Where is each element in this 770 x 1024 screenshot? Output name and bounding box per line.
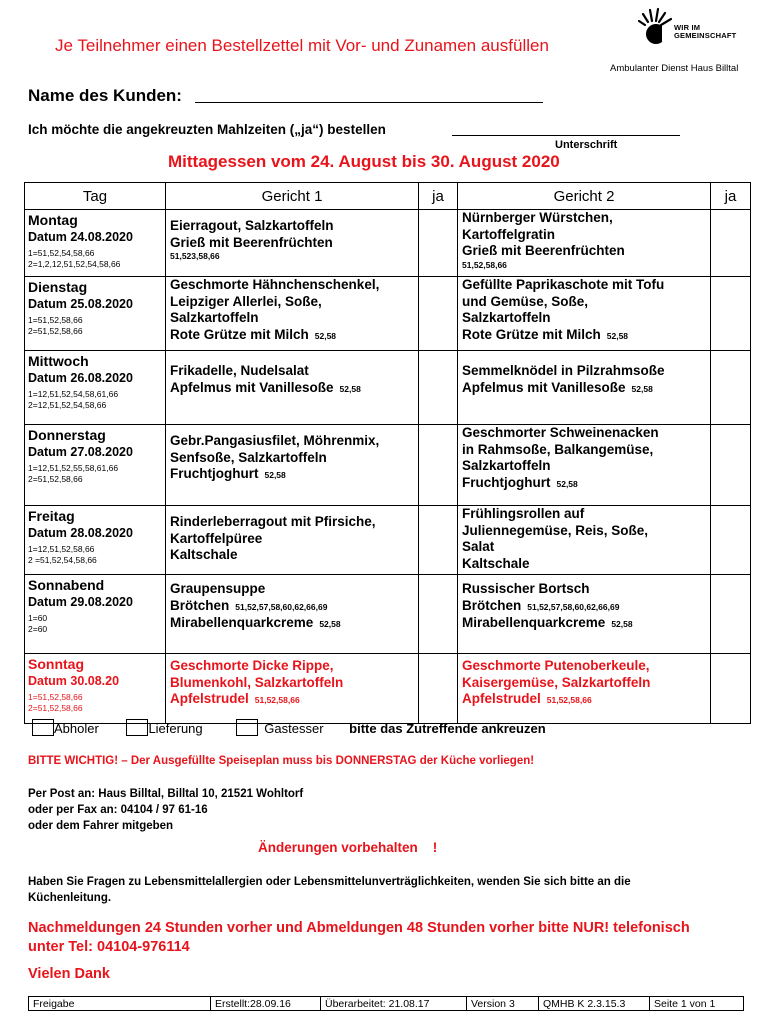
- day-date: Datum 26.08.2020: [28, 371, 133, 385]
- dish-2-yes-checkbox[interactable]: [711, 575, 751, 654]
- driver-note: oder dem Fahrer mitgeben: [28, 820, 174, 832]
- dish-1-yes-checkbox[interactable]: [419, 277, 458, 351]
- dish-item: Fruchtjoghurt: [170, 466, 259, 481]
- day-date: Datum 29.08.2020: [28, 595, 133, 609]
- dish-1-yes-checkbox[interactable]: [419, 351, 458, 425]
- dish-line: in Rahmsoße, Balkangemüse,: [462, 441, 654, 457]
- header-dish-1: Gericht 1: [166, 183, 419, 210]
- allergen-codes: 52,58: [611, 619, 633, 629]
- dish-2-cell: [458, 506, 711, 575]
- important-note: BITTE WICHTIG! – Der Ausgefüllte Speiseplan muss bis DONNERSTAG der Küche vorliegen!: [28, 755, 535, 767]
- dish-item: Rote Grütze mit Milch: [462, 326, 601, 342]
- dish-2-cell: [458, 351, 711, 425]
- day-name: Dienstag: [28, 279, 88, 295]
- dish-line: Senfsoße, Salzkartoffeln: [170, 449, 327, 465]
- dish-1-yes-checkbox[interactable]: [419, 654, 458, 724]
- dish-line: und Gemüse, Soße,: [462, 293, 589, 309]
- changes-reserved: Änderungen vorbehalten !: [258, 840, 438, 855]
- pickup-checkbox[interactable]: [32, 719, 54, 736]
- day-cell: [25, 575, 166, 654]
- dish-line: Leipziger Allerlei, Soße,: [170, 293, 322, 309]
- dish-line: Geschmorte Putenoberkeule,: [462, 658, 650, 673]
- dish-line: Kartoffelpüree: [170, 530, 263, 546]
- day-codes-2: 2=51,52,58,66: [28, 326, 83, 336]
- day-codes-2: 2=12,51,52,54,58,66: [28, 400, 107, 410]
- dish-line: Rinderleberragout mit Pfirsiche,: [170, 514, 376, 529]
- allergen-codes: 51,52,58,66: [462, 259, 507, 270]
- dish-1-yes-checkbox[interactable]: [419, 210, 458, 277]
- instruction-text: Je Teilnehmer einen Bestellzettel mit Vor- und Zunamen ausfüllen: [55, 36, 549, 55]
- footer-revised: Überarbeitet: 21.08.17: [321, 997, 467, 1011]
- dish-2-yes-checkbox[interactable]: [711, 506, 751, 575]
- dish-line: [170, 327, 414, 345]
- dish-item: Apfelmus mit Vanillesoße: [462, 379, 626, 395]
- day-date: Datum 24.08.2020: [28, 230, 133, 244]
- dish-line: [170, 598, 414, 616]
- dish-line: [462, 691, 706, 709]
- dish-2-cell: [458, 425, 711, 506]
- dish-line: Juliennegemüse, Reis, Soße,: [462, 522, 649, 538]
- dish-line: Geschmorte Dicke Rippe,: [170, 658, 334, 673]
- dish-line: [462, 475, 706, 493]
- dish-line: Kaltschale: [462, 555, 530, 571]
- day-codes-2: 2=1,2,12,51,52,54,58,66: [28, 259, 121, 269]
- day-codes-1: 1=12,51,52,55,58,61,66: [28, 463, 119, 473]
- dish-line: Salat: [462, 539, 495, 554]
- header-yes-1: ja: [419, 183, 458, 210]
- delivery-options: [32, 719, 546, 736]
- day-date: Datum 30.08.20: [28, 674, 120, 688]
- day-codes-2: 2=51,52,58,66: [28, 474, 83, 484]
- dish-1-cell: [166, 277, 419, 351]
- dish-line: Graupensuppe: [170, 581, 266, 596]
- dish-line: Salzkartoffeln: [462, 310, 551, 325]
- dish-line: Frikadelle, Nudelsalat: [170, 363, 309, 378]
- header-day: Tag: [25, 183, 166, 210]
- footer-release: Freigabe: [29, 997, 211, 1011]
- menu-title: Mittagessen vom 24. August bis 30. August 2020: [168, 152, 560, 171]
- dish-1-cell: [166, 210, 419, 277]
- dish-item: Fruchtjoghurt: [462, 474, 551, 490]
- fax-number: oder per Fax an: 04104 / 97 61-16: [28, 804, 208, 816]
- allergen-codes: 52,58: [314, 330, 337, 341]
- dish-2-yes-checkbox[interactable]: [711, 351, 751, 425]
- guest-checkbox[interactable]: [236, 719, 258, 736]
- document-footer: [28, 996, 744, 1011]
- dish-2-cell: [458, 210, 711, 277]
- allergy-note: [28, 874, 631, 906]
- dish-line: Grieß mit Beerenfrüchten: [462, 243, 625, 258]
- dish-line: Eierragout, Salzkartoffeln: [170, 218, 334, 233]
- day-codes-1: 1=60: [28, 613, 48, 623]
- dish-line: Kaltschale: [170, 547, 238, 562]
- dish-line: Blumenkohl, Salzkartoffeln: [170, 674, 344, 690]
- contact-info: [28, 786, 303, 834]
- pickup-label: Abholer: [54, 721, 99, 736]
- day-codes-2: 2=51,52,58,66: [28, 703, 83, 713]
- dish-item: Rote Grütze mit Milch: [170, 326, 309, 342]
- day-date: Datum 27.08.2020: [28, 445, 133, 459]
- dish-2-yes-checkbox[interactable]: [711, 654, 751, 724]
- dish-line: [462, 598, 706, 616]
- menu-row: [25, 210, 751, 277]
- menu-row: [25, 351, 751, 425]
- dish-line: Grieß mit Beerenfrüchten: [170, 234, 333, 250]
- dish-line: Kartoffelgratin: [462, 226, 556, 242]
- dish-line: Geschmorter Schweinenacken: [462, 425, 659, 440]
- day-cell: [25, 506, 166, 575]
- registration-note: [28, 919, 690, 957]
- dish-1-cell: [166, 425, 419, 506]
- day-cell: [25, 654, 166, 724]
- dish-2-yes-checkbox[interactable]: [711, 277, 751, 351]
- day-name: Montag: [28, 212, 78, 228]
- dish-1-yes-checkbox[interactable]: [419, 506, 458, 575]
- registration-line-2: unter Tel: 04104-976114: [28, 939, 190, 955]
- dish-1-cell: [166, 351, 419, 425]
- dish-2-yes-checkbox[interactable]: [711, 425, 751, 506]
- menu-row: [25, 575, 751, 654]
- dish-1-cell: [166, 575, 419, 654]
- dish-1-cell: [166, 506, 419, 575]
- order-statement: Ich möchte die angekreuzten Mahlzeiten („ja“) bestellen: [28, 122, 386, 137]
- footer-version: Version 3: [467, 997, 539, 1011]
- dish-line: [462, 380, 706, 398]
- day-date: Datum 28.08.2020: [28, 526, 133, 540]
- logo-line-2: GEMEINSCHAFT: [674, 31, 737, 40]
- post-address: Per Post an: Haus Billtal, Billtal 10, 21521 Wohltorf: [28, 788, 304, 800]
- day-codes-1: 1=12,51,52,58,66: [28, 544, 95, 554]
- customer-name-field[interactable]: [195, 102, 543, 103]
- dish-line: [170, 466, 414, 484]
- customer-name-label: Name des Kunden:: [28, 86, 182, 105]
- day-name: Sonntag: [28, 656, 84, 672]
- header-dish-2: Gericht 2: [458, 183, 711, 210]
- allergen-codes: 52,58: [264, 470, 286, 480]
- allergy-line-1: Haben Sie Fragen zu Lebensmittelallergien oder Lebensmittelunverträglichkeiten, wenden Sie sich bitte an die: [28, 876, 631, 888]
- dish-1-yes-checkbox[interactable]: [419, 575, 458, 654]
- day-codes-1: 1=51,52,58,66: [28, 692, 83, 702]
- logo-text: [674, 24, 736, 40]
- day-codes-2: 2 =51,52,54,58,66: [28, 555, 97, 565]
- allergen-codes: 51,52,57,58,60,62,66,69: [235, 601, 328, 612]
- day-codes-1: 1=12,51,52,54,58,61,66: [28, 389, 119, 399]
- dish-line: Russischer Bortsch: [462, 581, 590, 596]
- dish-2-cell: [458, 277, 711, 351]
- day-name: Freitag: [28, 508, 75, 524]
- allergy-line-2: Küchenleitung.: [28, 892, 112, 904]
- menu-row: [25, 654, 751, 724]
- menu-header-row: [25, 183, 751, 210]
- day-cell: [25, 277, 166, 351]
- dish-line: [462, 615, 706, 633]
- day-codes-2: 2=60: [28, 624, 48, 634]
- dish-1-yes-checkbox[interactable]: [419, 425, 458, 506]
- day-cell: [25, 351, 166, 425]
- allergen-codes: 51,52,57,58,60,62,66,69: [527, 601, 620, 612]
- header-yes-2: ja: [711, 183, 751, 210]
- day-codes-1: 1=51,52,58,66: [28, 315, 83, 325]
- footer-doc-id: QMHB K 2.3.15.3: [539, 997, 650, 1011]
- day-cell: [25, 210, 166, 277]
- dish-item: Apfelmus mit Vanillesoße: [170, 379, 334, 395]
- dish-line: [462, 327, 706, 345]
- allergen-codes: 51,52,58,66: [254, 695, 300, 705]
- options-note: bitte das Zutreffende ankreuzen: [349, 721, 546, 736]
- allergen-codes: 51,52,58,66: [546, 695, 592, 705]
- delivery-checkbox[interactable]: [126, 719, 148, 736]
- dish-item: Mirabellenquarkcreme: [170, 615, 314, 630]
- thanks-text: Vielen Dank: [28, 966, 110, 982]
- dish-line: Nürnberger Würstchen,: [462, 210, 613, 225]
- dish-line: Salzkartoffeln: [462, 458, 551, 473]
- allergen-codes: 52,58: [339, 383, 361, 394]
- dish-line: Salzkartoffeln: [170, 310, 259, 325]
- dish-line: Frühlingsrollen auf: [462, 506, 585, 521]
- menu-row: [25, 425, 751, 506]
- allergen-codes: 51,523,58,66: [170, 251, 220, 261]
- dish-1-cell: [166, 654, 419, 724]
- day-codes-1: 1=51,52,54,58,66: [28, 248, 95, 258]
- dish-line: Semmelknödel in Pilzrahmsoße: [462, 363, 665, 378]
- dish-line: Geschmorte Hähnchenschenkel,: [170, 277, 380, 292]
- day-name: Donnerstag: [28, 427, 106, 443]
- allergen-codes: 52,58: [631, 383, 653, 394]
- menu-row: [25, 277, 751, 351]
- allergen-codes: 52,58: [319, 619, 341, 629]
- day-name: Sonnabend: [28, 577, 105, 593]
- footer-created: Erstellt:28.09.16: [211, 997, 321, 1011]
- dish-item: Apfelstrudel: [462, 691, 541, 706]
- logo-line-1: WIR IM: [674, 23, 701, 32]
- dish-item: Brötchen: [170, 597, 230, 613]
- sun-icon: [638, 6, 676, 48]
- registration-line-1: Nachmeldungen 24 Stunden vorher und Abmeldungen 48 Stunden vorher bitte NUR! telefonisch: [28, 920, 690, 936]
- dish-item: Brötchen: [462, 597, 522, 613]
- day-date: Datum 25.08.2020: [28, 297, 133, 311]
- dish-item: Mirabellenquarkcreme: [462, 615, 606, 630]
- dish-2-cell: [458, 575, 711, 654]
- dish-item: Apfelstrudel: [170, 691, 249, 706]
- guest-label: Gastesser: [264, 721, 324, 736]
- signature-field[interactable]: [452, 135, 680, 136]
- delivery-label: Lieferung: [148, 721, 203, 736]
- organization-logo: [638, 4, 738, 52]
- footer-page: Seite 1 von 1: [650, 997, 744, 1011]
- dish-line: [170, 380, 414, 398]
- dish-2-yes-checkbox[interactable]: [711, 210, 751, 277]
- menu-table: [24, 182, 751, 724]
- dish-line: Kaisergemüse, Salzkartoffeln: [462, 674, 651, 690]
- signature-label: Unterschrift: [555, 139, 618, 151]
- dish-line: Gefüllte Paprikaschote mit Tofu: [462, 277, 665, 292]
- allergen-codes: 52,58: [556, 478, 578, 489]
- organization-name: Ambulanter Dienst Haus Billtal: [610, 63, 739, 74]
- day-name: Mittwoch: [28, 353, 89, 369]
- dish-2-cell: [458, 654, 711, 724]
- day-cell: [25, 425, 166, 506]
- dish-line: [170, 615, 414, 633]
- allergen-codes: 52,58: [606, 330, 629, 341]
- dish-line: [170, 691, 414, 709]
- dish-line: Gebr.Pangasiusfilet, Möhrenmix,: [170, 433, 380, 448]
- menu-row: [25, 506, 751, 575]
